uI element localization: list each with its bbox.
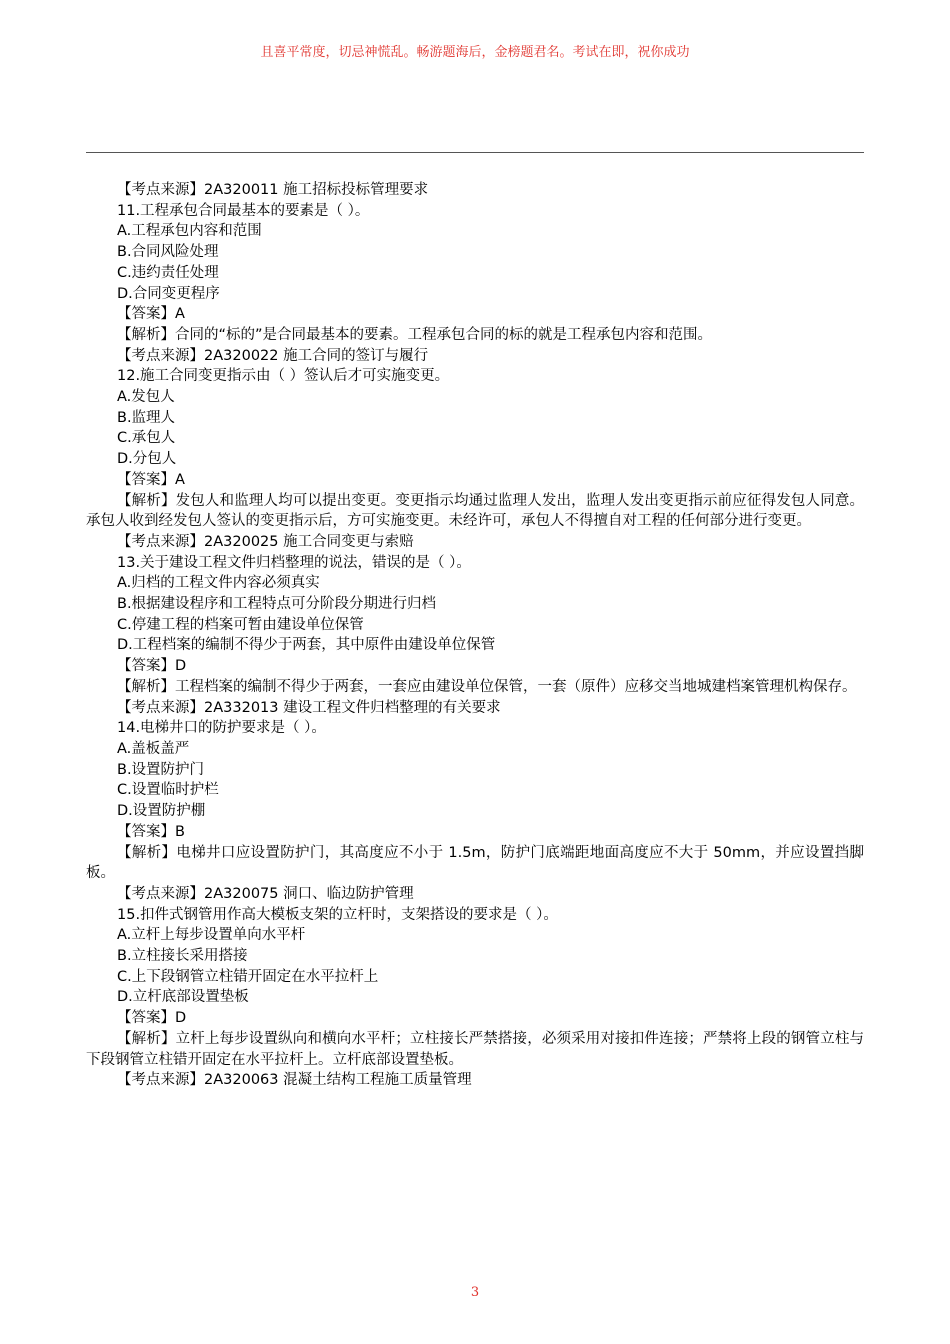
- header-divider: [86, 152, 864, 153]
- text-line: 【答案】D: [117, 1010, 187, 1027]
- text-line: 12.施工合同变更指示由（ ）签认后才可实施变更。: [117, 368, 450, 385]
- text-line: 11.工程承包合同最基本的要素是（ ）。: [117, 202, 370, 219]
- text-line: 【考点来源】2A320022 施工合同的签订与履行: [117, 347, 429, 364]
- header-motto: 且喜平常度，切忌神慌乱。畅游题海后，金榜题君名。考试在即，祝你成功: [260, 45, 690, 60]
- text-line: D.立杆底部设置垫板: [117, 989, 249, 1006]
- text-line: A.工程承包内容和范围: [117, 223, 262, 240]
- text-line: B.监理人: [117, 409, 176, 426]
- text-line: B.设置防护门: [117, 761, 205, 778]
- explanation-paragraph: 【解析】工程档案的编制不得少于两套，一套应由建设单位保管，一套（原件）应移交当地城建档案管理机构保存。: [117, 678, 857, 695]
- text-line: 【答案】D: [117, 658, 187, 675]
- text-line: 【考点来源】2A320063 混凝土结构工程施工质量管理: [117, 1072, 472, 1089]
- text-line: A.立杆上每步设置单向水平杆: [117, 927, 306, 944]
- text-line: 【考点来源】2A320025 施工合同变更与索赔: [117, 533, 414, 550]
- text-line: C.上下段钢管立柱错开固定在水平拉杆上: [117, 968, 379, 985]
- text-line: 【答案】A: [117, 306, 185, 323]
- explanation-paragraph: 【解析】电梯井口应设置防护门，其高度应不小于 1.5m，防护门底端距地面高度应不大于 50mm，并应设置挡脚板。: [86, 844, 864, 882]
- text-line: B.立柱接长采用搭接: [117, 948, 248, 965]
- text-line: A.发包人: [117, 389, 175, 406]
- text-line: A.归档的工程文件内容必须真实: [117, 575, 320, 592]
- document-body: [86, 180, 864, 1091]
- text-line: 【考点来源】2A320011 施工招标投标管理要求: [117, 182, 429, 198]
- text-line: B.根据建设程序和工程特点可分阶段分期进行归档: [117, 596, 437, 613]
- text-line: D.工程档案的编制不得少于两套，其中原件由建设单位保管: [117, 637, 496, 654]
- text-line: 【解析】合同的“标的”是合同最基本的要素。工程承包合同的标的就是工程承包内容和范围。: [117, 326, 713, 343]
- explanation-paragraph: 【解析】发包人和监理人均可以提出变更。变更指示均通过监理人发出，监理人发出变更指示前应征得发包人同意。承包人收到经发包人签认的变更指示后，方可实施变更。未经许可，承包人不得擅自对工程的任何部分进行变更。: [86, 492, 864, 530]
- text-line: C.停建工程的档案可暂由建设单位保管: [117, 616, 364, 633]
- text-line: 15.扣件式钢管用作高大模板支架的立杆时，支架搭设的要求是（ ）。: [117, 906, 558, 923]
- text-line: B.合同风险处理: [117, 244, 219, 261]
- text-line: 【答案】B: [117, 823, 185, 840]
- explanation-paragraph: 【解析】立杆上每步设置纵向和横向水平杆；立柱接长严禁搭接，必须采用对接扣件连接；严禁将上段的钢管立柱与下段钢管立柱错开固定在水平拉杆上。立杆底部设置垫板。: [86, 1030, 864, 1068]
- text-line: D.分包人: [117, 451, 177, 468]
- text-line: 【考点来源】2A320075 洞口、临边防护管理: [117, 885, 414, 902]
- text-line: 13.关于建设工程文件归档整理的说法，错误的是（ ）。: [117, 554, 471, 571]
- text-line: 【考点来源】2A332013 建设工程文件归档整理的有关要求: [117, 699, 501, 716]
- text-line: A.盖板盖严: [117, 740, 190, 757]
- text-line: D.设置防护棚: [117, 803, 206, 820]
- text-line: 14.电梯井口的防护要求是（ ）。: [117, 720, 326, 737]
- text-line: C.承包人: [117, 430, 176, 447]
- text-line: C.违约责任处理: [117, 264, 219, 281]
- text-line: D.合同变更程序: [117, 285, 220, 302]
- text-line: C.设置临时护栏: [117, 782, 219, 799]
- text-line: 【答案】A: [117, 471, 185, 488]
- page-number: 3: [470, 1285, 480, 1300]
